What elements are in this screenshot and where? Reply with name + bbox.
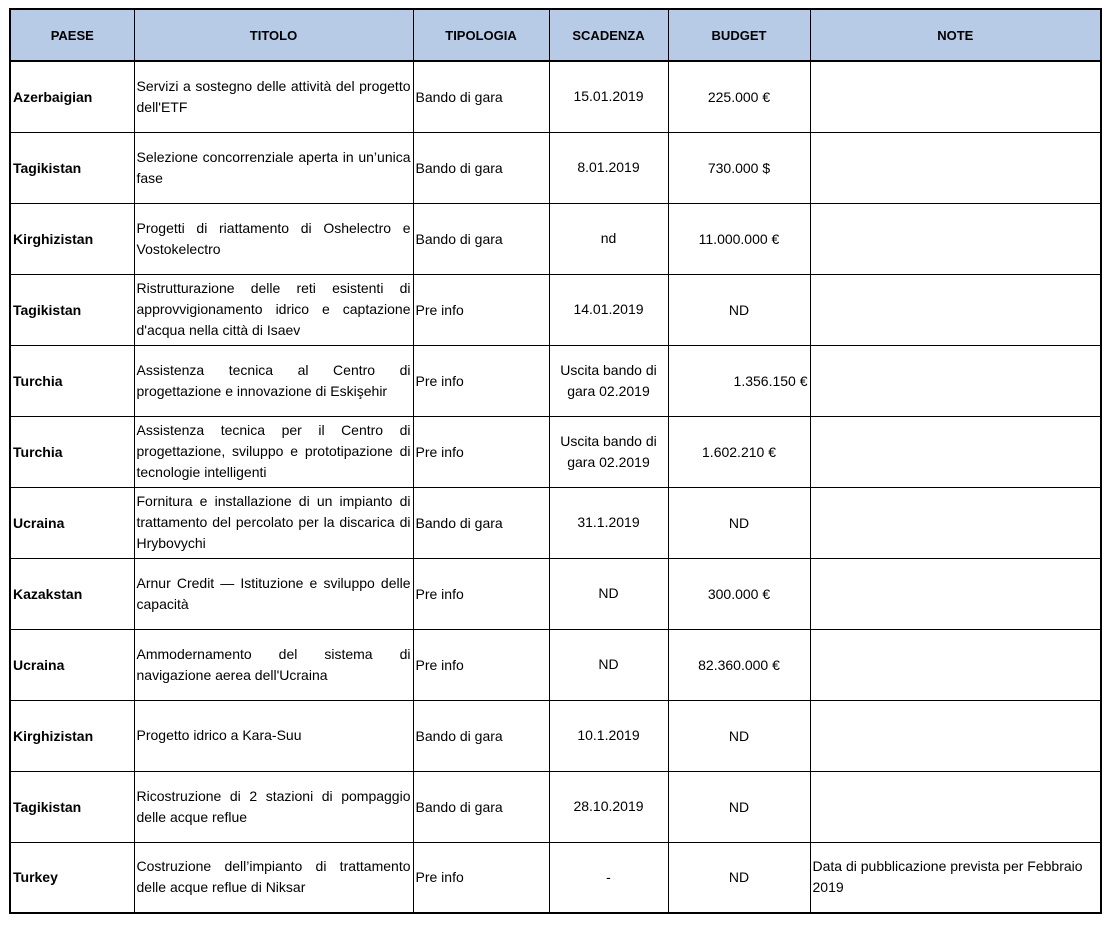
cell-paese: Tagikistan xyxy=(10,132,134,203)
cell-note xyxy=(810,558,1101,629)
table-row xyxy=(10,629,1101,700)
cell-paese: Turchia xyxy=(10,416,134,487)
header-paese: PAESE xyxy=(10,9,134,61)
cell-paese: Kirghizistan xyxy=(10,203,134,274)
cell-scadenza: 31.1.2019 xyxy=(549,487,668,558)
tenders-table xyxy=(9,8,1102,914)
cell-budget: 730.000 $ xyxy=(668,132,810,203)
table-row xyxy=(10,345,1101,416)
header-budget: BUDGET xyxy=(668,9,810,61)
cell-tipologia: Pre info xyxy=(413,842,549,913)
cell-paese: Ucraina xyxy=(10,487,134,558)
header-titolo: TITOLO xyxy=(134,9,413,61)
cell-scadenza: nd xyxy=(549,203,668,274)
cell-scadenza: Uscita bando di gara 02.2019 xyxy=(549,345,668,416)
cell-paese: Tagikistan xyxy=(10,274,134,345)
table-row xyxy=(10,558,1101,629)
cell-tipologia: Bando di gara xyxy=(413,771,549,842)
cell-scadenza: 14.01.2019 xyxy=(549,274,668,345)
cell-tipologia: Pre info xyxy=(413,629,549,700)
cell-note xyxy=(810,487,1101,558)
cell-note xyxy=(810,629,1101,700)
header-scadenza: SCADENZA xyxy=(549,9,668,61)
cell-budget: ND xyxy=(668,700,810,771)
table-row xyxy=(10,416,1101,487)
cell-titolo: Ammodernamento del sistema di navigazione aerea dell'Ucraina xyxy=(134,629,413,700)
cell-paese: Tagikistan xyxy=(10,771,134,842)
cell-paese: Kazakstan xyxy=(10,558,134,629)
table-row xyxy=(10,132,1101,203)
cell-paese: Ucraina xyxy=(10,629,134,700)
cell-tipologia: Bando di gara xyxy=(413,132,549,203)
cell-budget: 11.000.000 € xyxy=(668,203,810,274)
cell-tipologia: Pre info xyxy=(413,345,549,416)
cell-paese: Turchia xyxy=(10,345,134,416)
table-row xyxy=(10,61,1101,132)
header-tipologia: TIPOLOGIA xyxy=(413,9,549,61)
table-header xyxy=(10,9,1101,61)
cell-budget: 1.356.150 € xyxy=(668,345,810,416)
header-note: NOTE xyxy=(810,9,1101,61)
cell-paese: Kirghizistan xyxy=(10,700,134,771)
cell-tipologia: Pre info xyxy=(413,416,549,487)
cell-note xyxy=(810,132,1101,203)
cell-scadenza: Uscita bando di gara 02.2019 xyxy=(549,416,668,487)
cell-tipologia: Bando di gara xyxy=(413,700,549,771)
cell-budget: ND xyxy=(668,771,810,842)
cell-budget: 1.602.210 € xyxy=(668,416,810,487)
cell-note xyxy=(810,345,1101,416)
cell-titolo: Fornitura e installazione di un impianto di trattamento del percolato per la discarica di Hrybovychi xyxy=(134,487,413,558)
cell-titolo: Arnur Credit — Istituzione e sviluppo delle capacità xyxy=(134,558,413,629)
cell-paese: Turkey xyxy=(10,842,134,913)
table-row xyxy=(10,203,1101,274)
cell-titolo: Assistenza tecnica per il Centro di progettazione, sviluppo e prototipazione di tecnologie intelligenti xyxy=(134,416,413,487)
cell-scadenza: ND xyxy=(549,629,668,700)
table-row xyxy=(10,771,1101,842)
table-row xyxy=(10,842,1101,913)
cell-scadenza: ND xyxy=(549,558,668,629)
cell-tipologia: Bando di gara xyxy=(413,487,549,558)
cell-titolo: Ristrutturazione delle reti esistenti di approvvigionamento idrico e captazione d'acqua nella città di Isaev xyxy=(134,274,413,345)
cell-tipologia: Pre info xyxy=(413,558,549,629)
cell-budget: 225.000 € xyxy=(668,61,810,132)
cell-titolo: Progetto idrico a Kara-Suu xyxy=(134,700,413,771)
cell-budget: 300.000 € xyxy=(668,558,810,629)
cell-paese: Azerbaigian xyxy=(10,61,134,132)
cell-scadenza: 15.01.2019 xyxy=(549,61,668,132)
cell-titolo: Progetti di riattamento di Oshelectro e Vostokelectro xyxy=(134,203,413,274)
cell-tipologia: Pre info xyxy=(413,274,549,345)
cell-note xyxy=(810,416,1101,487)
cell-tipologia: Bando di gara xyxy=(413,203,549,274)
cell-titolo: Servizi a sostegno delle attività del progetto dell'ETF xyxy=(134,61,413,132)
cell-scadenza: 28.10.2019 xyxy=(549,771,668,842)
cell-note: Data di pubblicazione prevista per Febbraio 2019 xyxy=(810,842,1101,913)
cell-note xyxy=(810,203,1101,274)
table-body xyxy=(10,61,1101,913)
cell-tipologia: Bando di gara xyxy=(413,61,549,132)
cell-budget: ND xyxy=(668,487,810,558)
table-row xyxy=(10,487,1101,558)
cell-budget: 82.360.000 € xyxy=(668,629,810,700)
table-row xyxy=(10,274,1101,345)
cell-budget: ND xyxy=(668,274,810,345)
cell-titolo: Ricostruzione di 2 stazioni di pompaggio delle acque reflue xyxy=(134,771,413,842)
cell-titolo: Selezione concorrenziale aperta in un’unica fase xyxy=(134,132,413,203)
cell-scadenza: 10.1.2019 xyxy=(549,700,668,771)
cell-note xyxy=(810,700,1101,771)
cell-note xyxy=(810,771,1101,842)
cell-note xyxy=(810,274,1101,345)
cell-titolo: Assistenza tecnica al Centro di progettazione e innovazione di Eskişehir xyxy=(134,345,413,416)
cell-scadenza: 8.01.2019 xyxy=(549,132,668,203)
cell-scadenza: - xyxy=(549,842,668,913)
cell-note xyxy=(810,61,1101,132)
cell-titolo: Costruzione dell’impianto di trattamento delle acque reflue di Niksar xyxy=(134,842,413,913)
table-row xyxy=(10,700,1101,771)
cell-budget: ND xyxy=(668,842,810,913)
